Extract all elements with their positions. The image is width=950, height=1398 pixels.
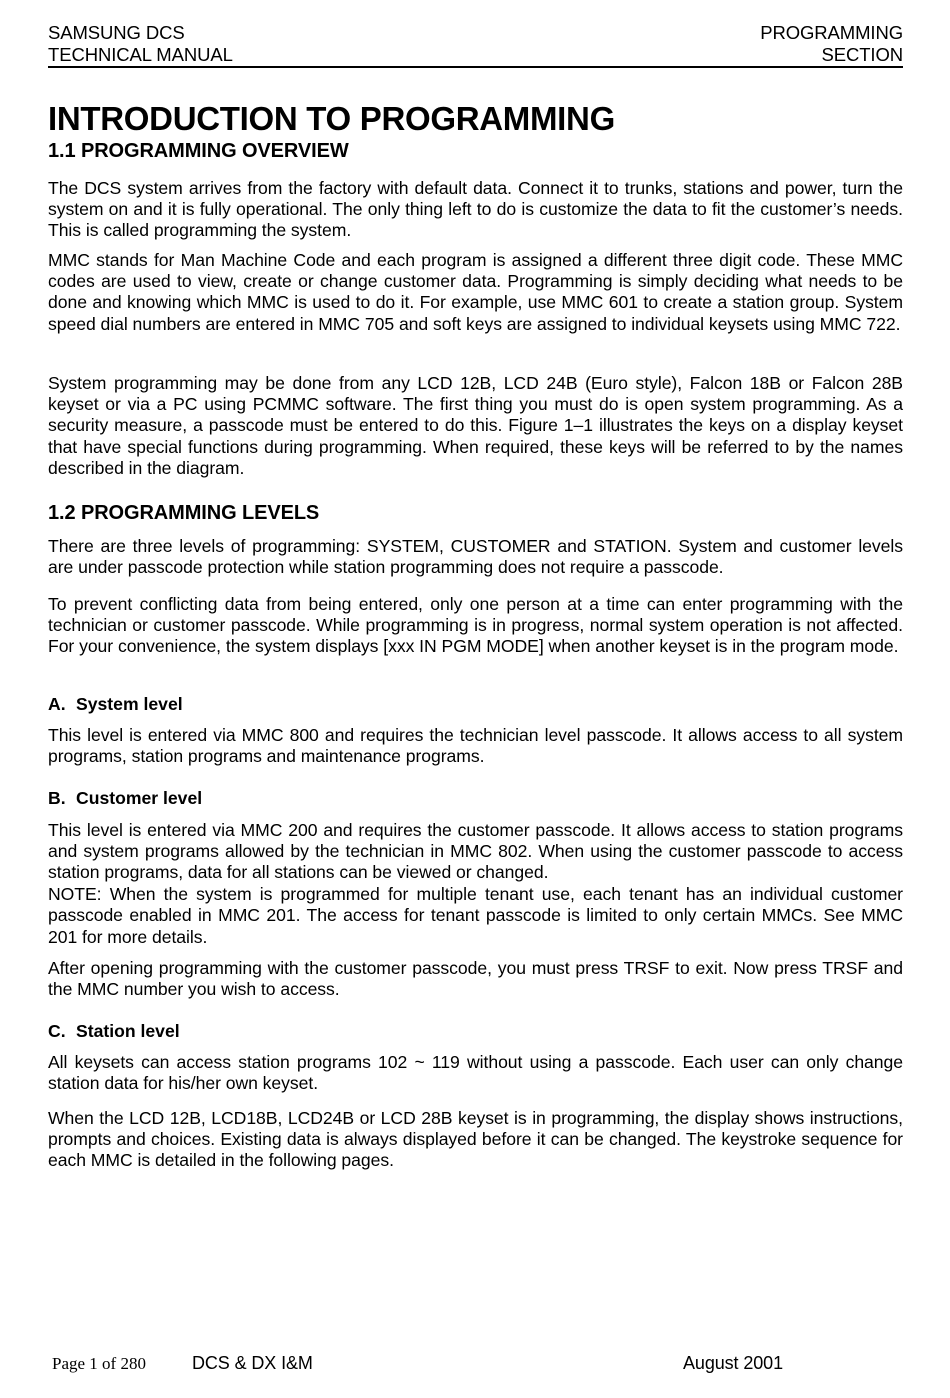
closing-paragraph: When the LCD 12B, LCD18B, LCD24B or LCD 28B keyset is in programming, the display shows instructions, prompts and choices. Existing data is always displayed before it can be changed. The keystroke sequence for each MMC is detailed in the following pages.	[48, 1107, 903, 1171]
levels-paragraph-1: There are three levels of programming: SYSTEM, CUSTOMER and STATION. System and customer levels are under passcode protection while station programming does not require a passcode.	[48, 535, 903, 577]
subsection-letter-b: B.	[48, 787, 66, 808]
subsection-body-customer-level: This level is entered via MMC 200 and requires the customer passcode. It allows access to station programs and system programs allowed by the technician in MMC 802. When using the customer passcode to access station programs, data for all stations can be viewed or changed. NOTE: When the system is programmed for multiple tenant use, each tenant has an individual customer passcode enabled in MMC 201. The access for tenant passcode is limited to only certain MMCs. See MMC 201 for more details.	[48, 819, 903, 947]
footer-manual-name: DCS & DX I&M	[192, 1353, 313, 1373]
manual-brand-line: SAMSUNG DCS	[48, 22, 185, 43]
running-header-row-1	[48, 22, 903, 44]
footer-date: August 2001	[683, 1353, 783, 1373]
header-divider-rule	[48, 66, 903, 68]
running-footer	[48, 1352, 903, 1378]
page-title: INTRODUCTION TO PROGRAMMING	[48, 100, 615, 138]
running-header	[48, 22, 903, 66]
subsection-title-a: System level	[76, 693, 183, 714]
footer-page-number: Page 1 of 280	[52, 1354, 146, 1373]
manual-type-line: TECHNICAL MANUAL	[48, 44, 233, 65]
running-header-row-2	[48, 44, 903, 66]
subsection-body-station-level: All keysets can access station programs 102 ~ 119 without using a passcode. Each user can only change station data for his/her own keyset.	[48, 1051, 903, 1093]
overview-paragraph-1: The DCS system arrives from the factory with default data. Connect it to trunks, stations and power, turn the system on and it is fully operational. The only thing left to do is customize the data to fit the customer’s needs. This is called programming the system.	[48, 177, 903, 241]
subsection-heading-system-level	[48, 694, 903, 715]
section-heading-1-2: 1.2 PROGRAMMING LEVELS	[48, 501, 320, 524]
overview-paragraph-2: MMC stands for Man Machine Code and each program is assigned a different three digit code. These MMC codes are used to view, create or change customer data. Programming is simply deciding what needs to be done and knowing which MMC is used to do it. For example, use MMC 601 to create a station group. System speed dial numbers are entered in MMC 705 and soft keys are assigned to individual keysets using MMC 722.	[48, 249, 903, 334]
subsection-letter-a: A.	[48, 693, 66, 714]
section-word-line: SECTION	[821, 44, 903, 65]
section-name-line: PROGRAMMING	[760, 22, 903, 43]
subsection-title-c: Station level	[76, 1020, 180, 1041]
overview-paragraph-3: System programming may be done from any LCD 12B, LCD 24B (Euro style), Falcon 18B or Falcon 28B keyset or via a PC using PCMMC software. The first thing you must do is open system programming. As a security measure, a passcode must be entered to do this. Figure 1–1 illustrates the keys on a display keyset that have special functions during programming. When required, these keys will be referred to by the names described in the diagram.	[48, 372, 903, 479]
trsf-instruction-paragraph: After opening programming with the customer passcode, you must press TRSF to exit. Now press TRSF and the MMC number you wish to access.	[48, 957, 903, 999]
document-page	[48, 0, 903, 1398]
subsection-heading-customer-level	[48, 788, 903, 809]
subsection-letter-c: C.	[48, 1020, 66, 1041]
section-heading-1-1: 1.1 PROGRAMMING OVERVIEW	[48, 139, 349, 162]
subsection-title-b: Customer level	[76, 787, 203, 808]
subsection-body-system-level: This level is entered via MMC 800 and requires the technician level passcode. It allows access to all system programs, station programs and maintenance programs.	[48, 724, 903, 766]
levels-paragraph-2: To prevent conflicting data from being entered, only one person at a time can enter programming with the technician or customer passcode. While programming is in progress, normal system operation is not affected. For your convenience, the system displays [xxx IN PGM MODE] when another keyset is in the program mode.	[48, 593, 903, 657]
subsection-heading-station-level	[48, 1021, 903, 1042]
